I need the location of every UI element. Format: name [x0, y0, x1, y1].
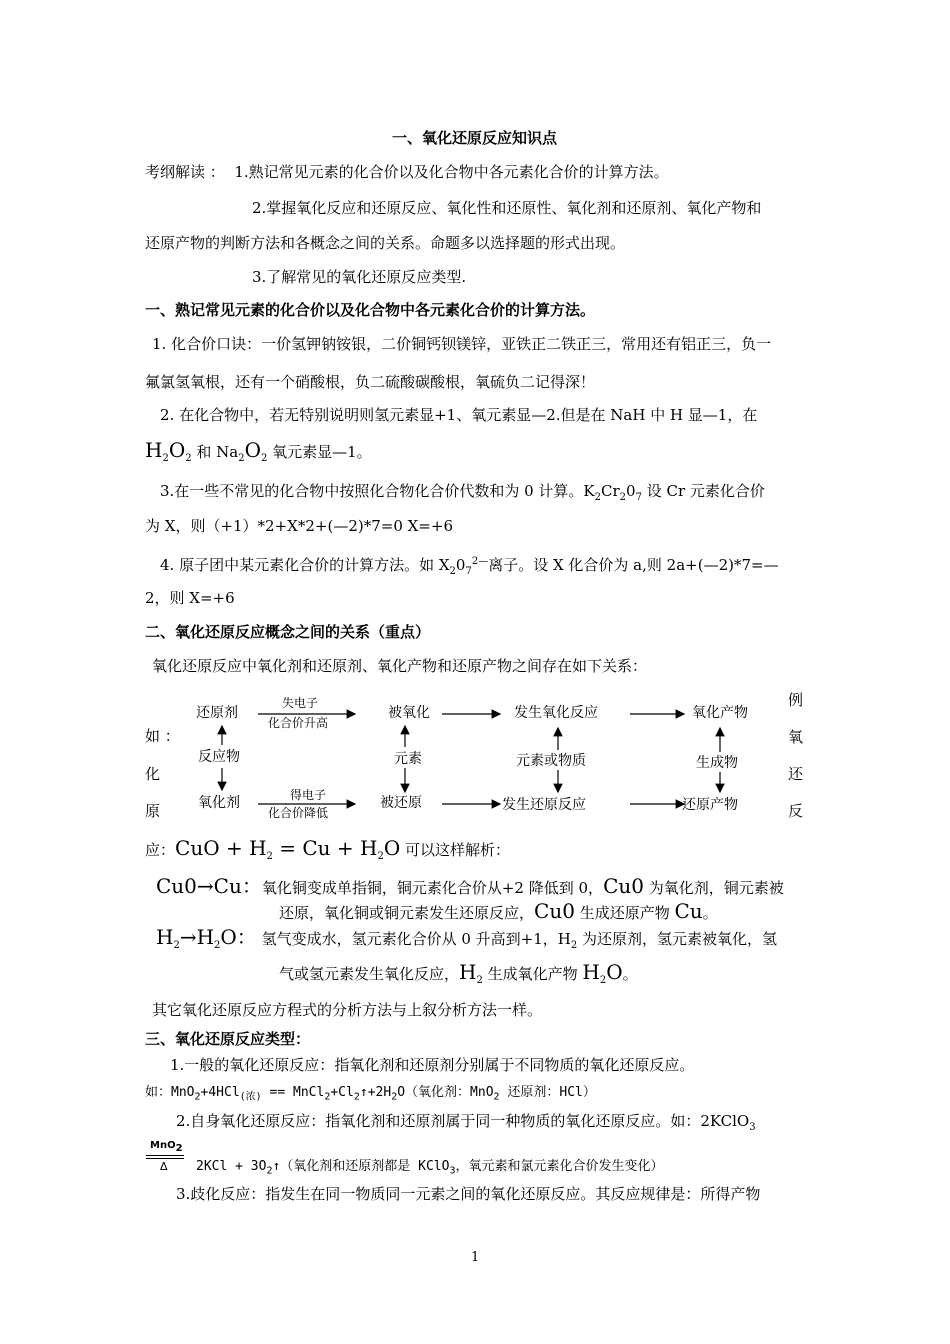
example-head: 应： — [145, 841, 176, 859]
outline-item-2b: 还原产物的判断方法和各概念之间的关系。命题多以选择题的形式出现。 — [145, 234, 626, 252]
section1-p1a: 1. 化合价口诀：一价氢钾钠铵银，二价铜钙钡镁锌，亚铁正二铁正三，常用还有铝正三，负一 — [152, 335, 772, 353]
p3a-text: 3.在一些不常见的化合物中按照化合物化合价代数和为 0 计算。K — [160, 482, 595, 500]
catalyst-mno: MnO — [150, 1140, 176, 1151]
side-char-right-2: 氧 — [788, 728, 804, 746]
outline-label: 考纲解读 ： — [145, 163, 225, 181]
h2o-o: O — [606, 960, 623, 984]
sub-2: 2 — [493, 1091, 500, 1103]
sub-2: 2 — [324, 1091, 331, 1103]
h-end: 。 — [622, 965, 638, 983]
node-reaction-material: 反应物 — [198, 749, 240, 765]
sub-2: 2 — [238, 453, 245, 464]
page-title: 一、氧化还原反应知识点 — [392, 129, 558, 147]
h-text1b: 为还原剂，氢元素被氧化，氢 — [577, 930, 778, 948]
na2o2-o: O — [244, 438, 261, 462]
type-2-equation — [196, 1157, 664, 1182]
node-ox-reaction: 发生氧化反应 — [514, 705, 598, 721]
eq-a: +4HCl — [200, 1085, 240, 1100]
side-char-left-1: 如 ： — [145, 727, 180, 745]
sub-2: 2 — [570, 940, 578, 951]
h-text2b: 生成氧化产物 — [482, 965, 583, 983]
example-eq-tail: = Cu + H — [272, 836, 378, 860]
cu-analysis-line-1 — [156, 876, 784, 898]
cu-analysis-line-2 — [279, 901, 718, 923]
sub-2: 2 — [391, 1091, 398, 1103]
sub-2: 2 — [476, 975, 483, 986]
cu-cuo-2: Cu0 — [534, 899, 575, 923]
section1-p2a: 2. 在化合物中，若无特别说明则氢元素显+1、氧元素显—2.但是在 NaH 中 H 显—1，在 — [160, 406, 758, 424]
sub-2: 2 — [619, 492, 627, 503]
type-3: 3.歧化反应：指发生在同一物质同一元素之间的氧化还原反应。其反应规律是：所得产物 — [176, 1185, 761, 1203]
outline-item-2a: 2.掌握氧化反应和还原反应、氧化性和还原性、氧化剂和还原剂、氧化产物和 — [252, 199, 762, 217]
section1-p4b: 2，则 X=+6 — [145, 589, 235, 607]
example-equation-line — [145, 838, 510, 867]
cu-text3: 还原，氧化铜或铜元素发生还原反应， — [279, 904, 535, 922]
eq-d: ↑+2H — [359, 1085, 392, 1100]
node-red-reaction: 发生还原反应 — [502, 797, 586, 813]
h-label3: O： — [220, 925, 257, 949]
sub-2: 2 — [266, 851, 273, 862]
page-number: 1 — [471, 1250, 480, 1265]
node-reduced: 被还原 — [380, 795, 422, 811]
section2-intro: 氧化还原反应中氧化剂和还原剂、氧化产物和还原产物之间存在如下关系： — [152, 657, 648, 675]
h-label2: →H — [179, 925, 215, 949]
sub-7: 7 — [635, 492, 642, 503]
h-analysis-line-2 — [279, 962, 638, 991]
cu-end: 。 — [702, 904, 718, 922]
label-valence-up: 化合价升高 — [268, 716, 329, 730]
p4a-tail: 离子。设 X 化合价为 a,则 2a+(—2)*7=— — [488, 556, 779, 574]
section2-heading: 二、氧化还原反应概念之间的关系（重点） — [145, 623, 431, 641]
sub-2: 2 — [449, 566, 456, 577]
cu-text1: 氧化铜变成单指铜，铜元素化合价从+2 降低到 0， — [261, 879, 604, 897]
example-note: 可以这样解析： — [400, 841, 511, 859]
t2-eq-tail: ↑（氧化剂和还原剂都是 KClO — [272, 1159, 450, 1174]
node-element-or-substance: 元素或物质 — [516, 753, 586, 769]
type-1: 1.一般的氧化还原反应：指氧化剂和还原剂分别属于不同物质的氧化还原反应。 — [170, 1056, 695, 1074]
example-eq-o: O — [383, 836, 401, 860]
sub-3: 3 — [749, 1122, 756, 1133]
condition-line — [146, 1155, 184, 1156]
sub-2: 2 — [194, 1091, 201, 1103]
node-element: 元素 — [394, 751, 422, 767]
cu-cu: Cu — [674, 899, 703, 923]
node-reductant: 还原剂 — [196, 705, 238, 721]
h2o-h: H — [582, 960, 600, 984]
eq-conc: (浓) — [239, 1091, 262, 1103]
cu-label: Cu0→Cu： — [156, 874, 262, 898]
node-product: 生成物 — [696, 755, 738, 771]
p4a-head: 4. 原子团中某元素化合价的计算方法。如 X — [160, 556, 450, 574]
h2o2-o: O — [168, 438, 186, 462]
p3a-cr: Cr — [600, 482, 620, 500]
eq-e: O（氧化剂：MnO — [397, 1085, 494, 1100]
node-oxidant: 氧化剂 — [198, 795, 240, 811]
other-methods: 其它氧化还原反应方程式的分析方法与上叙分析方法一样。 — [152, 1001, 543, 1019]
t2-eq: 2KCl + 3O — [196, 1159, 267, 1174]
sub-2: 2 — [353, 1091, 360, 1103]
node-red-product: 还原产物 — [682, 797, 738, 813]
catalyst-label — [150, 1139, 183, 1156]
sub-2: 2 — [175, 1143, 183, 1154]
label-lose-electron: 失电子 — [282, 696, 319, 710]
sub-2: 2 — [377, 851, 384, 862]
sub-3: 3 — [449, 1165, 456, 1177]
type-1-equation — [145, 1083, 596, 1108]
sub-2: 2 — [173, 940, 180, 951]
section3-heading: 三、氧化还原反应类型： — [145, 1030, 311, 1048]
label-valence-down: 化合价降低 — [268, 806, 329, 820]
h-text2: 气或氢元素发生氧化反应， — [279, 965, 460, 983]
cu-cuo: Cu0 — [603, 874, 644, 898]
section1-heading: 一、熟记常见元素的化合价以及化合物中各元素化合价的计算方法。 — [145, 301, 596, 319]
h-analysis-line-1 — [156, 927, 777, 956]
section1-p3b: 为 X，则（+1）*2+X*2+(—2)*7=0 X=+6 — [145, 517, 453, 535]
type-2 — [176, 1111, 756, 1138]
label-gain-electron: 得电子 — [290, 788, 327, 802]
h-label: H — [156, 925, 174, 949]
section1-p1b: 氟氯氢氧根，还有一个硝酸根，负二硫酸碳酸根，氧硫负二记得深！ — [145, 373, 596, 391]
side-char-right-4: 反 — [788, 802, 804, 820]
p3a-tail: 设 Cr 元素化合价 — [641, 482, 765, 500]
cu-text4: 生成还原产物 — [574, 904, 675, 922]
p3a-0: 0 — [626, 482, 636, 500]
sup-ion: 2— — [471, 556, 489, 567]
h2o2-h: H — [145, 438, 163, 462]
h-text1: 氢气变成水，氢元素化合价从 0 升高到+1，H — [261, 930, 571, 948]
side-char-left-2: 化 — [145, 765, 161, 783]
sub-2: 2 — [185, 453, 192, 464]
eq-c: +Cl — [330, 1085, 354, 1100]
node-ox-product: 氧化产物 — [692, 705, 748, 721]
example-eq: CuO + H — [175, 836, 267, 860]
side-char-right-1: 例 — [788, 691, 804, 709]
node-oxidized: 被氧化 — [388, 705, 430, 721]
sub-2: 2 — [594, 492, 601, 503]
heat-delta: Δ — [160, 1160, 168, 1173]
h2-h: H — [459, 960, 477, 984]
eq-head: 如：MnO — [145, 1085, 195, 1100]
sub-2: 2 — [266, 1165, 273, 1177]
sub-2: 2 — [599, 975, 607, 986]
condition-line-2 — [146, 1158, 184, 1159]
sub-2: 2 — [162, 453, 169, 464]
eq-f: 还原剂：HCl） — [499, 1085, 596, 1100]
p2b-tail: 氧元素显—1。 — [267, 443, 372, 461]
cu-text2: 为氧化剂，铜元素被 — [643, 879, 784, 897]
sub-2: 2 — [214, 940, 221, 951]
side-char-right-3: 还 — [788, 765, 804, 783]
p4a-0: 0 — [455, 556, 466, 574]
outline-item-3: 3.了解常见的氧化还原反应类型. — [252, 268, 467, 286]
outline-item-1: 1.熟记常见元素的化合价以及化合物中各元素化合价的计算方法。 — [234, 163, 669, 181]
eq-b: == MnCl — [261, 1085, 325, 1100]
t2-eq-end: ，氧元素和氯元素化合价发生变化） — [455, 1159, 664, 1174]
na2o2-head: 和 Na — [191, 443, 239, 461]
sub-2: 2 — [261, 453, 268, 464]
side-char-left-3: 原 — [145, 802, 161, 820]
sub-7: 7 — [465, 566, 472, 577]
type-2-text: 2.自身氧化还原反应：指氧化剂和还原剂属于同一种物质的氧化还原反应。如：2KClO — [176, 1112, 750, 1130]
